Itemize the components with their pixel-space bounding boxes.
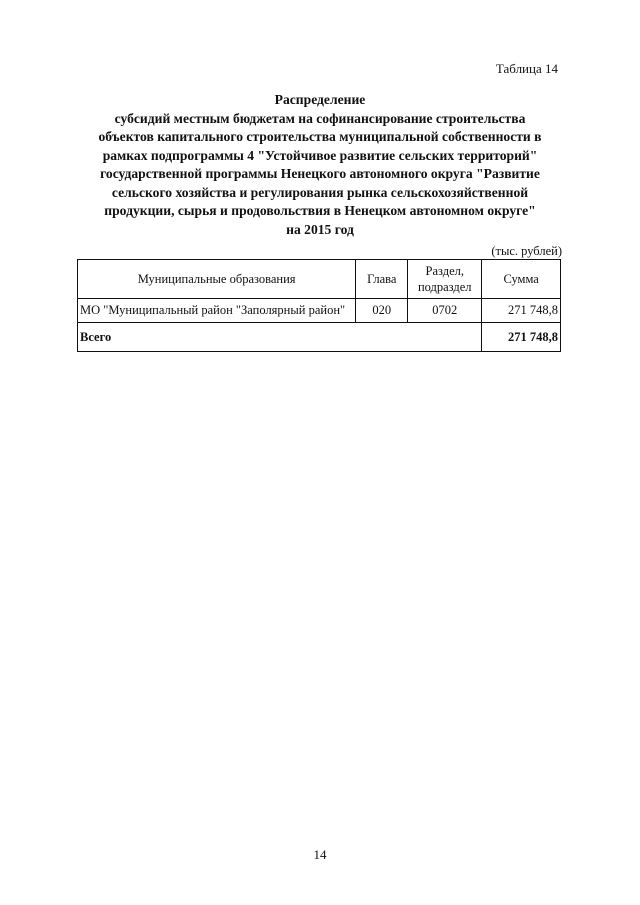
title-line: на 2015 год [286, 221, 354, 237]
cell-section: 0702 [408, 299, 482, 323]
cell-chapter: 020 [356, 299, 408, 323]
title-line: продукции, сырья и продовольствия в Ненецком автономном округе" [104, 203, 536, 218]
table-header-row [78, 260, 561, 299]
title-line: государственной программы Ненецкого автономного округа "Развитие [100, 166, 540, 181]
cell-municipality: МО "Муниципальный район "Заполярный район" [78, 299, 356, 323]
table-number-label: Таблица 14 [495, 61, 558, 76]
units-label: (тыс. рублей) [491, 244, 562, 258]
header-municipality: Муниципальные образования [78, 260, 356, 299]
title-line: объектов капитального строительства муниципальной собственности в [98, 129, 542, 144]
document-title [60, 91, 580, 239]
header-chapter: Глава [356, 260, 408, 299]
cell-amount: 271 748,8 [482, 299, 561, 323]
title-line: Распределение [274, 92, 366, 107]
title-line: сельского хозяйства и регулирования рынка сельскохозяйственной [111, 184, 529, 200]
header-section-line1: Раздел, [425, 264, 464, 278]
subsidy-table [77, 259, 561, 352]
header-amount: Сумма [482, 260, 561, 299]
header-section-line2: подраздел [417, 280, 472, 294]
table-row [78, 299, 561, 323]
page-number: 14 [313, 847, 327, 862]
header-section [408, 260, 482, 299]
total-label: Всего [78, 323, 482, 352]
title-line: субсидий местным бюджетам на софинансирование строительства [114, 110, 526, 126]
total-amount: 271 748,8 [482, 323, 561, 352]
total-row [78, 323, 561, 352]
title-line: рамках подпрограммы 4 "Устойчивое развитие сельских территорий" [102, 147, 538, 163]
